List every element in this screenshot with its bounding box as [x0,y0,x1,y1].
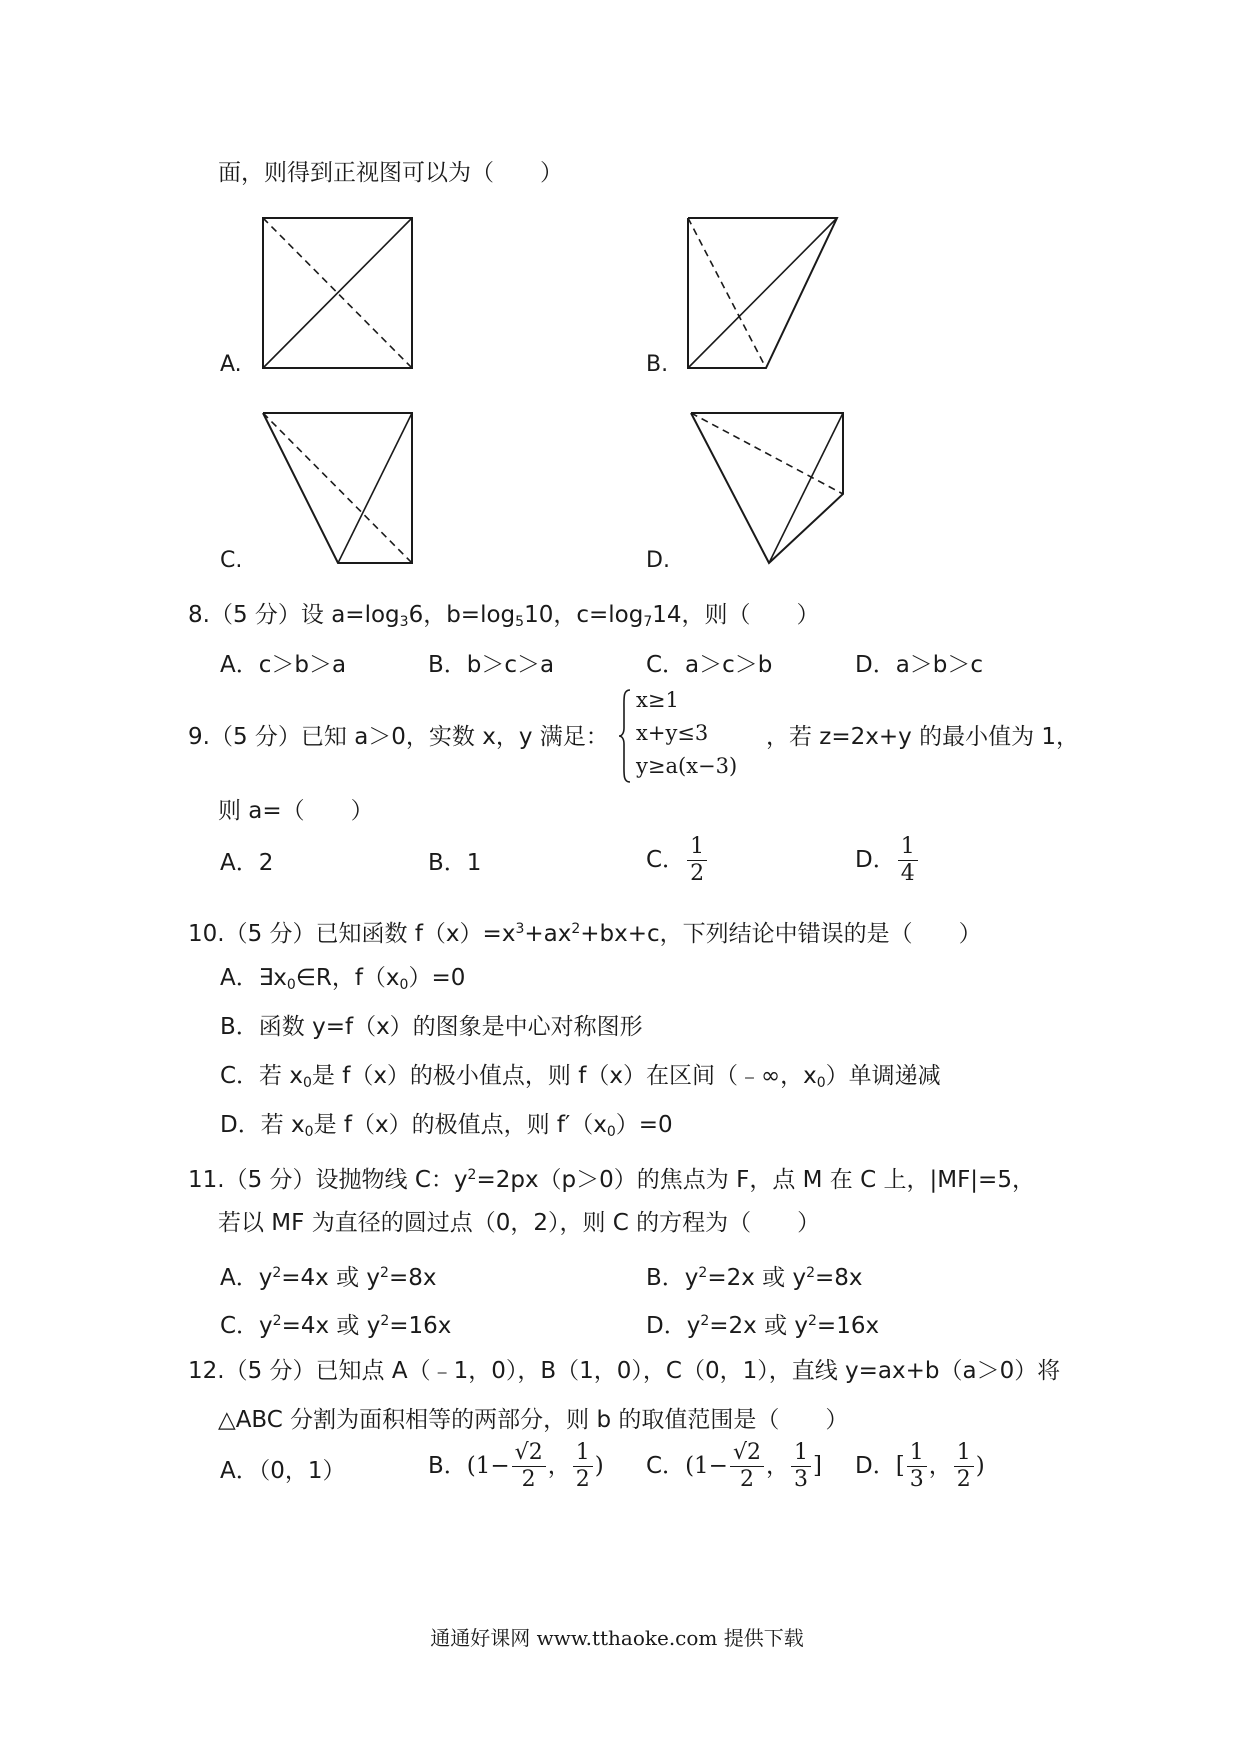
q9-option-b: B．1 [428,850,482,876]
q12-option-b: B．(1− $\frac{√2}{2}$ ， $\frac{1}{2}$ ) [428,1440,604,1492]
q11-stem-line1: 11.（5 分）设抛物线 C：$y^2=2px(p>0)$的焦点为 F，点 M 在 C 上，|MF|=5， [188,1167,1035,1193]
q8-option-c: C．a＞c＞b [646,652,773,678]
q9-stem-prefix: 9.（5 分）已知 a＞0，实数 x，y 满足： [188,724,609,750]
q9-option-a: A．2 [220,850,274,876]
figure-b [685,215,845,375]
q10-stem: 10.（5 分）已知函数 $f(x)=x^3+ax^2+bx+c$，下列结论中错误的是（ ） [188,921,982,947]
q10-option-b: B．函数 y=f（x）的图象是中心对称图形 [220,1014,643,1040]
q12-option-d: D．[ $\frac{1}{3}$ ， $\frac{1}{2}$ ) [855,1440,985,1492]
q12-stem-line2: △ABC 分割为面积相等的两部分，则 b 的取值范围是（ ） [218,1407,849,1433]
q9-stem-line2: 则 a=（ ） [218,798,374,824]
q9-option-c: C． $\frac{1}{2}$ [646,836,709,885]
figure-d [688,410,848,570]
q9-option-d: D． $\frac{1}{4}$ [855,836,920,885]
q8-option-b: B．b＞c＞a [428,652,555,678]
figure-d-label: D. [646,548,670,573]
q8-stem: 8.（5 分）设 $a=\log_36$，$b=\log_510$，$c=\log_714$，则（ ） [188,602,820,630]
q8-option-a: A．c＞b＞a [220,652,347,678]
figure-c [260,410,420,570]
q9-condition-1: x≥1 [636,688,679,712]
q10-option-d: D．若 $x_0$是 f（x）的极值点，则 $f'(x_0)=0$ [220,1112,673,1140]
q12-option-a: A．（0，1） [220,1458,346,1484]
q9-condition-3: y≥a(x−3) [636,754,738,778]
q11-option-a: A．$y^2=4x$ 或 $y^2=8x$ [220,1265,437,1291]
q9-system-brace [618,688,632,784]
q11-stem-line2: 若以 MF 为直径的圆过点（0，2），则 C 的方程为（ ） [218,1210,821,1236]
q11-option-c: C．$y^2=4x$ 或 $y^2=16x$ [220,1313,452,1339]
q11-option-b: B．$y^2=2x$ 或 $y^2=8x$ [646,1265,863,1291]
figure-b-label: B. [646,352,669,377]
q9-condition-2: x+y≤3 [636,721,709,745]
page-footer: 通通好课网 www.tthaoke.com 提供下载 [430,1626,804,1650]
figure-a-label: A. [220,352,242,377]
q9-stem-suffix: ，若 z=2x+y 的最小值为 1， [766,724,1080,750]
q11-option-d: D．$y^2=2x$ 或 $y^2=16x$ [646,1313,880,1339]
q8-option-d: D．a＞b＞c [855,652,984,678]
q12-stem-line1: 12.（5 分）已知点 A（﹣1，0），B（1，0），C（0，1），直线 y=ax+b（a＞0）将 [188,1358,1061,1384]
q7-stem-tail: 面，则得到正视图可以为（ ） [218,160,563,186]
q12-option-c: C．(1− $\frac{√2}{2}$ ， $\frac{1}{3}$ ] [646,1440,822,1492]
q10-option-c: C．若 $x_0$是 f（x）的极小值点，则 f（x）在区间（﹣∞，$x_0$）单调递减 [220,1063,941,1091]
figure-a [260,215,420,375]
q10-option-a: A．$\exists x_0\in R$，$f(x_0)=0$ [220,965,466,993]
figure-c-label: C. [220,548,243,573]
